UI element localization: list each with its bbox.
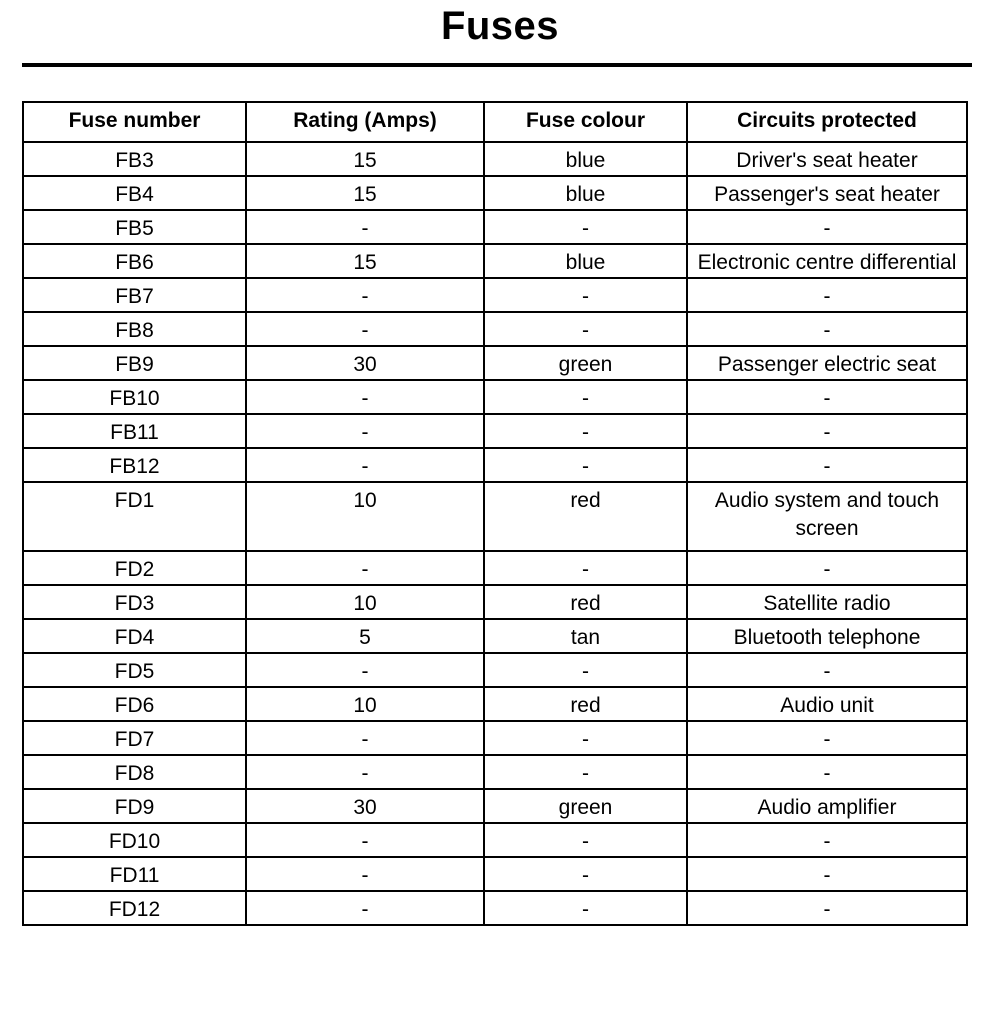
cell-rating: - [246,448,484,482]
cell-rating: - [246,755,484,789]
table-row [23,551,967,585]
cell-fuse-number: FB7 [23,278,246,312]
cell-fuse-colour: - [484,551,687,585]
cell-circuits-protected: - [687,755,967,789]
table-row [23,210,967,244]
cell-fuse-number: FB9 [23,346,246,380]
cell-fuse-number: FB12 [23,448,246,482]
cell-rating: 10 [246,687,484,721]
table-row [23,687,967,721]
cell-circuits-protected: Audio amplifier [687,789,967,823]
cell-rating: - [246,210,484,244]
table-row [23,619,967,653]
cell-fuse-colour: - [484,891,687,925]
table-header-row [23,102,967,142]
cell-fuse-colour: blue [484,142,687,176]
cell-circuits-protected: - [687,312,967,346]
cell-rating: - [246,823,484,857]
cell-rating: - [246,551,484,585]
table-row [23,653,967,687]
table-row [23,891,967,925]
cell-rating: 30 [246,346,484,380]
cell-circuits-protected: Bluetooth telephone [687,619,967,653]
cell-fuse-colour: red [484,482,687,551]
cell-fuse-number: FD1 [23,482,246,551]
table-row [23,278,967,312]
table-row [23,448,967,482]
cell-fuse-number: FD5 [23,653,246,687]
cell-fuse-colour: - [484,857,687,891]
header-fuse-number: Fuse number [23,102,246,142]
cell-circuits-protected: - [687,653,967,687]
cell-circuits-protected: Passenger electric seat [687,346,967,380]
cell-fuse-colour: - [484,653,687,687]
cell-circuits-protected: Passenger's seat heater [687,176,967,210]
cell-fuse-number: FD6 [23,687,246,721]
cell-fuse-colour: - [484,210,687,244]
cell-rating: - [246,891,484,925]
cell-rating: - [246,721,484,755]
cell-fuse-colour: - [484,823,687,857]
cell-rating: - [246,653,484,687]
cell-fuse-number: FD10 [23,823,246,857]
cell-circuits-protected: Audio unit [687,687,967,721]
cell-circuits-protected: - [687,414,967,448]
table-row [23,857,967,891]
cell-fuse-number: FB10 [23,380,246,414]
cell-fuse-colour: - [484,721,687,755]
table-row [23,244,967,278]
cell-fuse-colour: blue [484,244,687,278]
cell-circuits-protected: Electronic centre differential [687,244,967,278]
cell-rating: - [246,414,484,448]
cell-fuse-colour: red [484,687,687,721]
table-row [23,380,967,414]
header-fuse-colour: Fuse colour [484,102,687,142]
cell-rating: 10 [246,585,484,619]
cell-circuits-protected: Driver's seat heater [687,142,967,176]
cell-circuits-protected: - [687,551,967,585]
cell-rating: - [246,312,484,346]
cell-fuse-colour: - [484,448,687,482]
cell-fuse-number: FD12 [23,891,246,925]
header-circuits-protected: Circuits protected [687,102,967,142]
cell-fuse-number: FB11 [23,414,246,448]
cell-fuse-number: FB5 [23,210,246,244]
cell-fuse-number: FB4 [23,176,246,210]
table-row [23,142,967,176]
table-row [23,789,967,823]
cell-circuits-protected: - [687,448,967,482]
cell-fuse-number: FD2 [23,551,246,585]
cell-rating: 15 [246,176,484,210]
cell-rating: 15 [246,244,484,278]
cell-rating: 30 [246,789,484,823]
table-row [23,823,967,857]
cell-circuits-protected: - [687,210,967,244]
page-title: Fuses [440,4,560,48]
cell-fuse-colour: blue [484,176,687,210]
cell-circuits-protected: - [687,857,967,891]
cell-fuse-number: FB3 [23,142,246,176]
cell-rating: 10 [246,482,484,551]
cell-circuits-protected: - [687,823,967,857]
table-row [23,414,967,448]
table-row [23,755,967,789]
table-row [23,482,967,551]
cell-circuits-protected: - [687,278,967,312]
cell-fuse-number: FD7 [23,721,246,755]
cell-fuse-colour: - [484,380,687,414]
cell-fuse-colour: green [484,346,687,380]
cell-circuits-protected: - [687,380,967,414]
cell-rating: - [246,380,484,414]
title-divider [22,63,972,67]
fuse-table [22,101,968,926]
cell-fuse-colour: - [484,414,687,448]
cell-fuse-number: FD4 [23,619,246,653]
cell-fuse-colour: - [484,755,687,789]
table-row [23,346,967,380]
cell-rating: - [246,278,484,312]
cell-fuse-colour: tan [484,619,687,653]
table-row [23,585,967,619]
table-row [23,721,967,755]
cell-fuse-number: FD9 [23,789,246,823]
cell-fuse-number: FD3 [23,585,246,619]
cell-rating: 5 [246,619,484,653]
cell-fuse-number: FB6 [23,244,246,278]
cell-circuits-protected: - [687,891,967,925]
cell-fuse-number: FD8 [23,755,246,789]
table-row [23,312,967,346]
cell-fuse-colour: - [484,278,687,312]
cell-rating: - [246,857,484,891]
header-rating: Rating (Amps) [246,102,484,142]
cell-circuits-protected: Satellite radio [687,585,967,619]
cell-fuse-colour: green [484,789,687,823]
cell-fuse-number: FD11 [23,857,246,891]
table-row [23,176,967,210]
cell-fuse-colour: - [484,312,687,346]
cell-fuse-number: FB8 [23,312,246,346]
cell-rating: 15 [246,142,484,176]
cell-circuits-protected: - [687,721,967,755]
cell-fuse-colour: red [484,585,687,619]
cell-circuits-protected: Audio system and touch screen [687,482,967,551]
